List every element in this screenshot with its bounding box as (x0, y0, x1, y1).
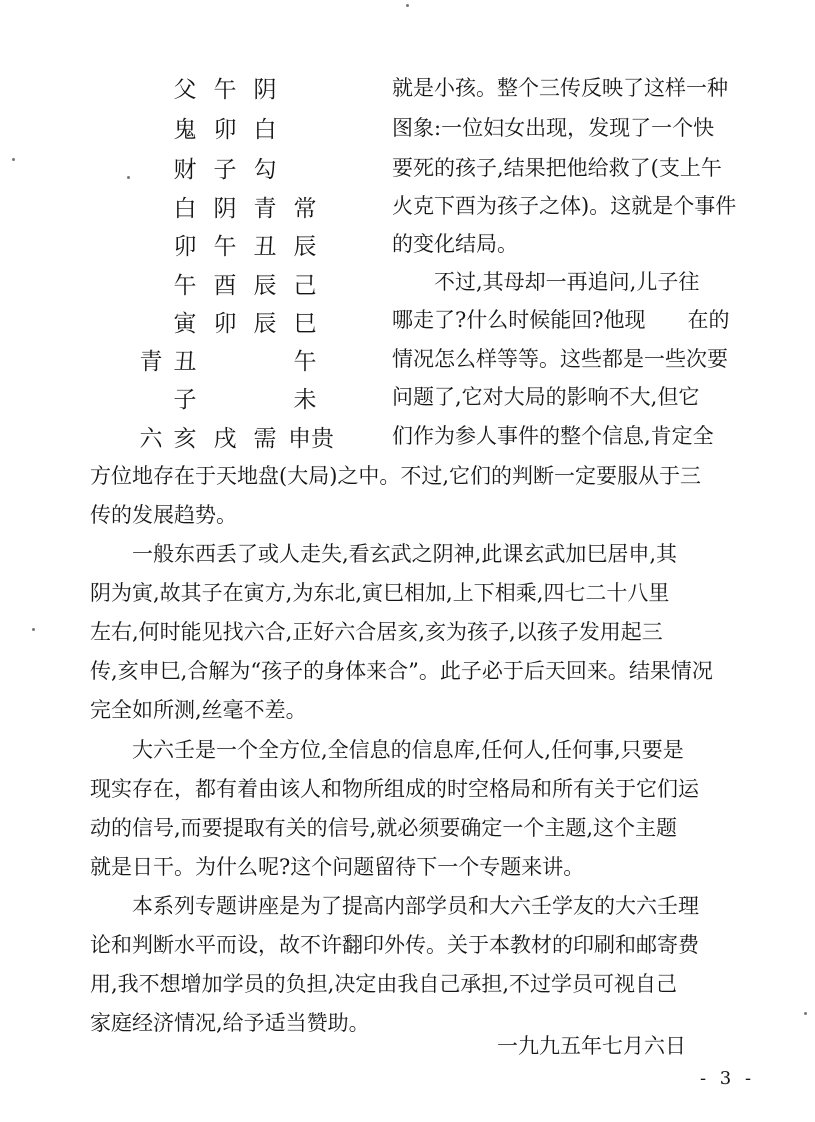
text-line: 论和判断水平而设，故不许翻印外传。关于本教材的印刷和邮寄费 (90, 933, 699, 957)
document-date: 一九九五年七月六日 (497, 1034, 686, 1058)
text-line: 传,亥申巳,合解为“孩子的身体来合”。此子必于后天回来。结果情况 (90, 659, 713, 683)
chart-cell: 白 (253, 117, 277, 143)
text-line: 图象:一位妇女出现，发现了一个快 (392, 116, 715, 140)
chart-cell: 未 (293, 387, 317, 413)
text-line: 完全如所测,丝毫不差。 (90, 698, 307, 722)
text-line: 左右,何时能见找六合,正好六合居亥,亥为孩子,以孩子发用起三 (90, 620, 663, 644)
chart-cell: 阴 (253, 77, 277, 103)
chart-cell: 午 (213, 234, 237, 260)
chart-cell: 辰 (253, 311, 277, 337)
chart-cell: 鬼 (173, 117, 197, 143)
chart-cell: 子 (213, 157, 237, 183)
chart-cell: 午 (173, 273, 197, 299)
text-line: 的变化结局。 (392, 232, 518, 256)
text-line: 火克下酉为孩子之体)。这就是个事件 (392, 194, 737, 218)
chart-cell: 己 (293, 273, 317, 299)
chart-cell: 六 (139, 426, 163, 452)
text-line: 就是日干。为什么呢?这个问题留待下一个专题来讲。 (90, 855, 585, 879)
page-number: - 3 - (700, 1068, 756, 1089)
chart-cell: 子 (173, 387, 197, 413)
text-line: 动的信号,而要提取有关的信号,就必须要确定一个主题,这个主题 (90, 816, 678, 840)
chart-cell: 青 (253, 196, 277, 222)
chart-cell: 辰 (293, 234, 317, 260)
chart-cell: 需 (253, 426, 277, 452)
chart-cell: 卯 (213, 117, 237, 143)
chart-cell: 阴 (213, 196, 237, 222)
text-line: 传的发展趋势。 (90, 503, 237, 527)
chart-cell: 卯 (213, 311, 237, 337)
text-line: 情况怎么样等等。这些都是一些次要 (392, 347, 728, 371)
scan-speck (32, 628, 35, 631)
text-line: 问题了,它对大局的影响不大,但它 (392, 385, 700, 409)
chart-cell: 青 (139, 349, 163, 375)
scan-speck (406, 4, 409, 7)
chart-cell: 寅 (173, 311, 197, 337)
text-line: 本系列专题讲座是为了提高内部学员和大六壬学友的大六壬理 (90, 894, 699, 918)
chart-cell: 亥 (173, 426, 197, 452)
chart-cell: 申贵 (288, 426, 334, 452)
chart-cell: 戌 (213, 426, 237, 452)
scan-speck (12, 158, 15, 161)
chart-cell: 丑 (173, 349, 197, 375)
text-line: 们作为参人事件的整个信息,肯定全 (392, 424, 714, 448)
text-line: 阴为寅,故其子在寅方,为东北,寅巳相加,上下相乘,四七二十八里 (90, 581, 670, 605)
chart-cell: 卯 (173, 234, 197, 260)
chart-cell: 辰 (253, 273, 277, 299)
text-line: 一般东西丢了或人走失,看玄武之阴神,此课玄武加巳居申,其 (90, 542, 678, 566)
chart-cell: 巳 (293, 311, 317, 337)
chart-cell: 常 (293, 196, 317, 222)
chart-cell: 财 (173, 157, 197, 183)
chart-cell: 午 (213, 77, 237, 103)
text-line: 用,我不想增加学员的负担,决定由我自己承担,不过学员可视自己 (90, 972, 678, 996)
chart-cell: 酉 (213, 273, 237, 299)
text-line: 方位地存在于天地盘(大局)之中。不过,它们的判断一定要服从于三 (90, 464, 702, 488)
text-line: 哪走了?什么时候能回?他现 在的 (392, 308, 730, 332)
chart-cell: 勾 (253, 157, 277, 183)
scan-speck (804, 1012, 807, 1015)
scan-speck (127, 176, 130, 179)
text-line: 家庭经济情况,给予适当赞助。 (90, 1011, 370, 1035)
text-line: 现实存在，都有着由该人和物所组成的时空格局和所有关于它们运 (90, 777, 699, 801)
text-line: 不过,其母却一再追问,儿子往 (392, 270, 700, 294)
chart-cell: 午 (293, 349, 317, 375)
text-line: 大六壬是一个全方位,全信息的信息库,任何人,任何事,只要是 (90, 738, 684, 762)
text-line: 要死的孩子,结果把他给救了(支上午 (392, 156, 722, 180)
chart-cell: 父 (173, 77, 197, 103)
chart-cell: 丑 (253, 234, 277, 260)
chart-cell: 白 (173, 196, 197, 222)
text-line: 就是小孩。整个三传反映了这样一种 (392, 76, 728, 100)
